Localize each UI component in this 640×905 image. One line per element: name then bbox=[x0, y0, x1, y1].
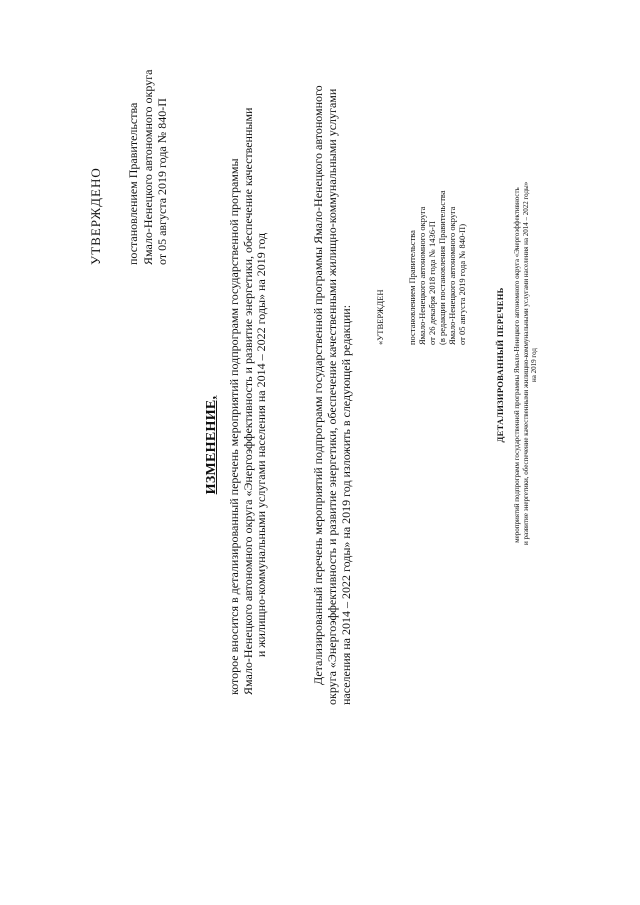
inner-approval-block bbox=[375, 190, 467, 345]
change-block bbox=[204, 107, 269, 695]
inner-approval-line-4: (в редакции постановления Правительства bbox=[437, 190, 447, 345]
approval-block bbox=[88, 70, 170, 265]
detail-line-2: и развитие энергетики, обеспечение качественными жилищно-коммунальными услугами населения на 2014 – 2022 годы» bbox=[521, 181, 530, 545]
change-line-1: которое вносится в детализированный перечень мероприятий подпрограмм государственной программы bbox=[227, 158, 241, 695]
body-line-3: населения на 2014 – 2022 годы» на 2019 год изложить в следующей редакции: bbox=[339, 304, 353, 705]
change-line-3: и жилищно-коммунальными услугами населения на 2014 – 2022 годы» на 2019 год bbox=[254, 232, 268, 658]
detail-line-1: мероприятий подпрограмм государственной программы Ямало-Ненецкого автономного округа «Энергоэффективность bbox=[513, 187, 521, 543]
approval-line-1: постановлением Правительства bbox=[126, 102, 140, 265]
inner-approval-line-1: постановлением Правительства bbox=[407, 230, 417, 345]
approval-line-2: Ямало-Ненецкого автономного округа bbox=[140, 69, 155, 265]
body-line-2: округа «Энергоэффективность и развитие энергетики, обеспечение качественными жилищно-коммунальными услугами bbox=[325, 88, 339, 705]
approval-title: УТВЕРЖДЕНО bbox=[88, 167, 103, 265]
detail-line-3: на 2019 год bbox=[530, 348, 538, 382]
approval-line-3: от 05 августа 2019 года № 840-П bbox=[155, 98, 169, 265]
detail-title: ДЕТАЛИЗИРОВАННЫЙ ПЕРЕЧЕНЬ bbox=[495, 287, 505, 443]
inner-approval-title: «УТВЕРЖДЕН bbox=[375, 289, 385, 345]
change-title: ИЗМЕНЕНИЕ, bbox=[204, 395, 219, 495]
change-line-2: Ямало-Ненецкого автономного округа «Энергоэффективность и развитие энергетики, обеспечение качественными bbox=[240, 107, 255, 695]
inner-approval-line-3: от 26 декабря 2018 года № 1436-П bbox=[427, 221, 437, 345]
inner-approval-line-6: от 05 августа 2019 года № 840-П) bbox=[457, 223, 467, 345]
body-line-1: Детализированный перечень мероприятий подпрограмм государственной программы Ямало-Ненецкого автономного bbox=[311, 85, 325, 685]
inner-approval-line-2: Ямало-Ненецкого автономного округа bbox=[417, 206, 427, 345]
detail-block bbox=[495, 181, 539, 545]
body-paragraph bbox=[311, 85, 353, 705]
inner-approval-line-5: Ямало-Ненецкого автономного округа bbox=[447, 206, 457, 345]
